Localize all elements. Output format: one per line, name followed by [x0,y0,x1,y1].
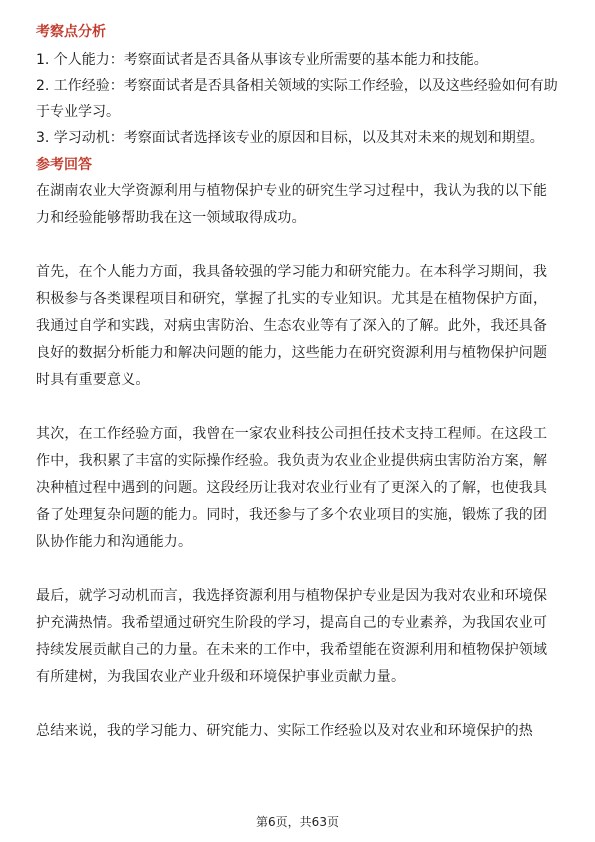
answer-paragraph-ability: 首先，在个人能力方面，我具备较强的学习能力和研究能力。在本科学习期间，我积极参与各类课程项目和研究，掌握了扎实的专业知识。尤其是在植物保护方面，我通过自学和实践，对病虫害防治、生态农业等有了深入的了解。此外，我还具备良好的数据分析能力和解决问题的能力，这些能力在研究资源利用与植物保护问题时具有重要意义。 [36,264,548,388]
answer-heading: 参考回答 [36,157,92,173]
analysis-item-2: 2. 工作经验：考察面试者是否具备相关领域的实际工作经验，以及这些经验如何有助于专业学习。 [36,78,558,120]
page-number: 第6页，共63页 [256,815,339,829]
document-page [36,22,559,745]
answer-paragraph-summary: 总结来说，我的学习能力、研究能力、实际工作经验以及对农业和环境保护的热 [36,723,533,739]
analysis-item-1: 1. 个人能力：考察面试者是否具备从事该专业所需要的基本能力和技能。 [36,52,488,68]
answer-paragraph-motivation: 最后，就学习动机而言，我选择资源利用与植物保护专业是因为我对农业和环境保护充满热情。我希望通过研究生阶段的学习，提高自己的专业素养，为我国农业可持续发展贡献自己的力量。在未来的工作中，我希望能在资源利用和植物保护领域有所建树，为我国农业产业升级和环境保护事业贡献力量。 [36,588,548,685]
analysis-item-3: 3. 学习动机：考察面试者选择该专业的原因和目标，以及其对未来的规划和期望。 [36,130,544,146]
answer-paragraph-experience: 其次，在工作经验方面，我曾在一家农业科技公司担任技术支持工程师。在这段工作中，我积累了丰富的实际操作经验。我负责为农业企业提供病虫害防治方案，解决种植过程中遇到的问题。这段经历让我对农业行业有了更深入的了解，也使我具备了处理复杂问题的能力。同时，我还参与了多个农业项目的实施，锻炼了我的团队协作能力和沟通能力。 [36,426,548,550]
analysis-heading: 考察点分析 [36,24,106,40]
answer-paragraph-intro: 在湖南农业大学资源利用与植物保护专业的研究生学习过程中，我认为我的以下能力和经验能够帮助我在这一领域取得成功。 [36,183,548,226]
